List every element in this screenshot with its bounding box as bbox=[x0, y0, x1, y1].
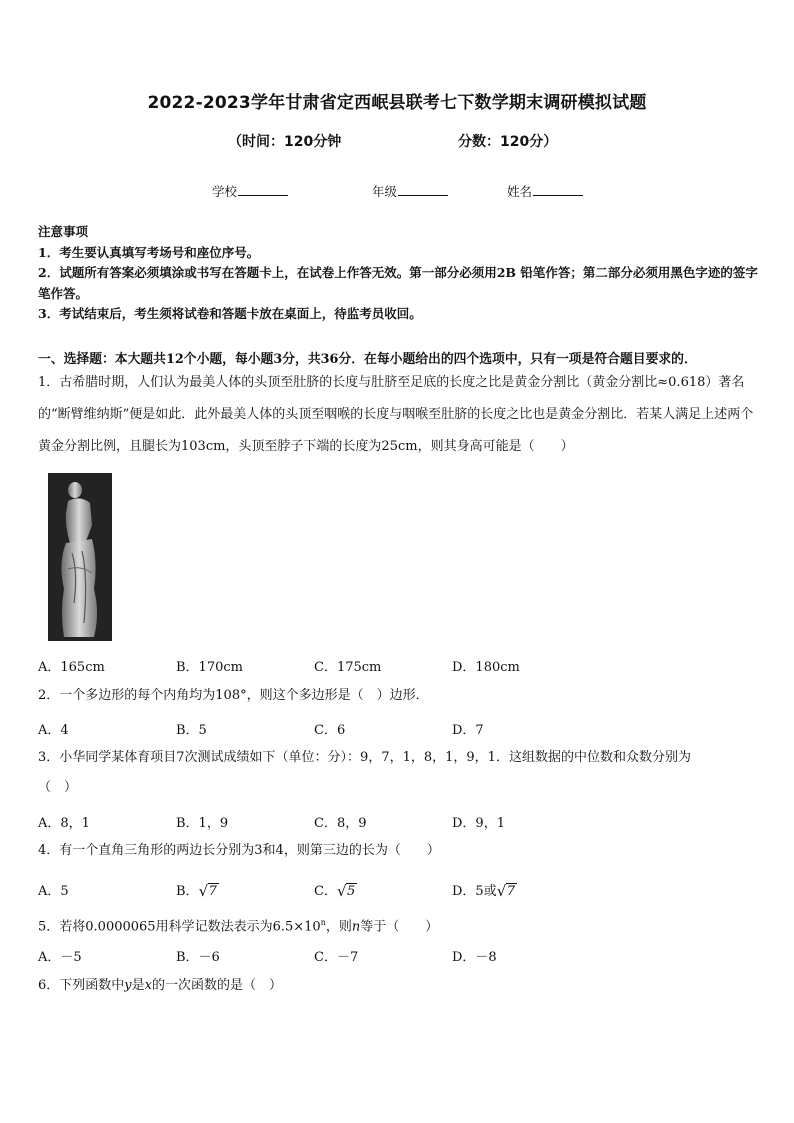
q4-option-a: A．5 bbox=[38, 884, 69, 899]
q4-option-c: C． √ 5 bbox=[314, 882, 356, 900]
question-4-text: 4．有一个直角三角形的两边长分别为3和4，则第三边的长为（ ） bbox=[38, 843, 440, 858]
q2-option-d: D．7 bbox=[452, 723, 484, 738]
q5-option-a: A．－5 bbox=[38, 950, 82, 965]
note-item: 2．试题所有答案必须填涂或书写在答题卡上，在试卷上作答无效。第一部分必须用2B 铅笔作答；第二部分必须用黑色字迹的签字笔作答。 bbox=[38, 265, 758, 301]
question-2-text: 2．一个多边形的每个内角均为108°，则这个多边形是（ ）边形． bbox=[38, 688, 429, 703]
q3-option-a: A．8，1 bbox=[38, 816, 90, 831]
q3-option-d: D．9，1 bbox=[452, 816, 505, 831]
q1-option-b: B．170cm bbox=[176, 660, 243, 675]
name-blank bbox=[533, 182, 583, 196]
grade-label: 年级 bbox=[372, 184, 398, 199]
school-blank bbox=[238, 182, 288, 196]
sqrt-icon: √ 7 bbox=[198, 882, 217, 900]
statue-icon bbox=[48, 473, 112, 641]
q1-option-a: A．165cm bbox=[38, 660, 105, 675]
score-info: 分数：120分） bbox=[458, 134, 558, 150]
question-5-text: 5．若将0.0000065用科学记数法表示为$6.5\times 10^n$，则n等于（ ） bbox=[38, 918, 439, 935]
section-heading: 一、选择题：本大题共12个小题，每小题3分，共36分．在每小题给出的四个选项中，只有一项是符合题目要求的． bbox=[38, 352, 697, 367]
school-label: 学校 bbox=[212, 184, 238, 199]
notes-heading: 注意事项 bbox=[38, 224, 89, 239]
sqrt-icon: √ 5 bbox=[336, 882, 356, 900]
note-item: 3．考试结束后，考生须将试卷和答题卡放在桌面上，待监考员收回。 bbox=[38, 306, 422, 321]
q5-option-b: B．－6 bbox=[176, 950, 220, 965]
q5-option-d: D．－8 bbox=[452, 950, 497, 965]
q3-option-b: B．1，9 bbox=[176, 816, 229, 831]
question-3-text-cont: （ ） bbox=[38, 780, 78, 795]
venus-statue-image bbox=[48, 473, 112, 641]
time-info: （时间：120分钟 bbox=[228, 134, 342, 150]
notes-block bbox=[38, 222, 760, 325]
question-1-text: 1．古希腊时期，人们认为最美人体的头顶至肚脐的长度与肚脐至足底的长度之比是黄金分割比（黄金分割比≈0.618）著名的“断臂维纳斯”便是如此．此外最美人体的头顶至咽喉的长度与咽喉至肚脐的长度之比也是黄金分割比．若某人满足上述两个黄金分割比例，且腿长为103cm，头顶至脖子下端的长度为25cm，则其身高可能是（ ） bbox=[38, 375, 754, 454]
q2-option-b: B．5 bbox=[176, 723, 207, 738]
grade-field bbox=[372, 182, 448, 200]
q1-option-d: D．180cm bbox=[452, 660, 520, 675]
q2-option-a: A．4 bbox=[38, 723, 69, 738]
q3-option-c: C．8，9 bbox=[314, 816, 367, 831]
q5-option-c: C．－7 bbox=[314, 950, 359, 965]
q2-option-c: C．6 bbox=[314, 723, 346, 738]
page-title: 2022-2023学年甘肃省定西岷县联考七下数学期末调研模拟试题 bbox=[147, 93, 647, 113]
name-field bbox=[507, 182, 583, 200]
sqrt-icon: √ 7 bbox=[496, 882, 515, 900]
name-label: 姓名 bbox=[507, 184, 533, 199]
q4-option-d: D．5或 √ 7 bbox=[452, 882, 515, 900]
q1-option-c: C．175cm bbox=[314, 660, 382, 675]
question-6-text: 6．下列函数中y是x的一次函数的是（ ） bbox=[38, 978, 283, 993]
grade-blank bbox=[398, 182, 448, 196]
note-item: 1．考生要认真填写考场号和座位序号。 bbox=[38, 244, 260, 260]
q4-option-b: B． √ 7 bbox=[176, 882, 217, 900]
question-3-text: 3．小华同学某体育项目7次测试成绩如下（单位：分）：9，7，1，8，1，9，1．这组数据的中位数和众数分别为 bbox=[38, 750, 691, 765]
school-field bbox=[212, 182, 288, 200]
